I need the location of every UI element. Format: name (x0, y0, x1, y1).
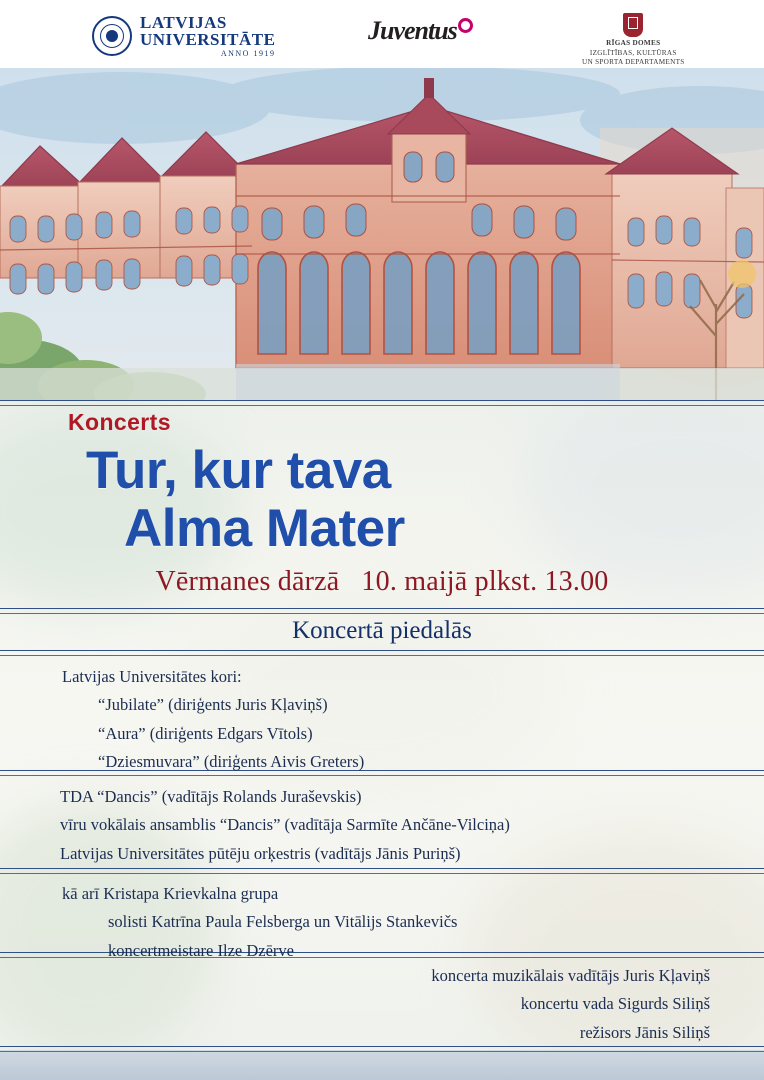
guests-block (62, 880, 457, 965)
logo-bar (0, 0, 764, 68)
divider-ensembles-bottom (0, 868, 764, 869)
juventus-logo (368, 16, 473, 46)
lu-logo-line1: LATVIJAS (140, 13, 227, 32)
lu-logo-line3: ANNO 1919 (220, 49, 276, 58)
datetime-text: 10. maijā plkst. 13.00 (361, 566, 609, 597)
guest-item: kā arī Kristapa Krievkalna grupa (62, 884, 279, 903)
credit-item: koncerta muzikālais vadītājs Juris Kļaviņš (431, 966, 710, 985)
riga-domes-logo (582, 13, 685, 68)
guest-item: solisti Katrīna Paula Felsberga un Vitālijs Stankevičs (108, 912, 458, 932)
juventus-logo-text: Juventus (368, 16, 457, 45)
divider-participants-top-thin (0, 613, 764, 614)
riga-logo-text (582, 39, 685, 68)
juventus-ring-icon (458, 18, 473, 33)
credits-block (0, 962, 710, 1047)
choirs-block (62, 663, 364, 777)
watercolor-illustration (0, 68, 764, 400)
guest-item: koncertmeistare Ilze Dzērve (108, 940, 294, 960)
riga-logo-line2: IZGLĪTĪBAS, KULTŪRAS (589, 48, 677, 57)
divider-top-thin (0, 405, 764, 406)
credit-item: koncertu vada Sigurds Siliņš (520, 994, 710, 1014)
choir-item: “Aura” (diriģents Edgars Vītols) (98, 723, 313, 743)
divider-participants-top (0, 608, 764, 609)
riga-logo-line1: RĪGAS DOMES (606, 39, 661, 47)
participants-heading: Koncertā piedalās (292, 617, 472, 644)
divider-top (0, 400, 764, 401)
divider-participants-bottom (0, 650, 764, 651)
lu-logo-line2: UNIVERSITĀTE (140, 30, 276, 49)
choir-item: “Jubilate” (diriģents Juris Kļaviņš) (98, 695, 328, 715)
venue-and-datetime (0, 566, 764, 598)
ensemble-item: vīru vokālais ansamblis “Dancis” (vadītāja Sarmīte Ančāne-Vilciņa) (60, 815, 510, 835)
kicker-koncerts: Koncerts (68, 409, 171, 435)
credit-item: režisors Jānis Siliņš (579, 1022, 710, 1042)
riga-coat-of-arms-icon (623, 13, 643, 37)
ensembles-block (60, 783, 510, 868)
ensemble-item: TDA “Dancis” (vadītājs Rolands Juraševskis) (60, 787, 362, 806)
divider-bottom-thin (0, 1051, 764, 1052)
university-seal-icon (92, 16, 132, 56)
choirs-intro: Latvijas Universitātes kori: (62, 667, 242, 686)
lu-logo-text (140, 14, 275, 58)
poster-title-line2: Alma Mater (124, 499, 405, 558)
illustration-svg (0, 68, 764, 400)
bottom-strip (0, 1050, 764, 1080)
venue-text: Vērmanes dārzā (155, 566, 340, 597)
riga-logo-line3: UN SPORTA DEPARTAMENTS (582, 58, 685, 67)
ensemble-item: Latvijas Universitātes pūtēju orķestris (vadītājs Jānis Puriņš) (60, 843, 461, 863)
divider-ensembles-bottom-thin (0, 873, 764, 874)
latvijas-universitate-logo (92, 14, 275, 58)
divider-participants-bottom-thin (0, 655, 764, 656)
choir-item: “Dziesmuvara” (diriģents Aivis Greters) (98, 752, 365, 772)
poster-title-line1: Tur, kur tava (86, 441, 391, 500)
